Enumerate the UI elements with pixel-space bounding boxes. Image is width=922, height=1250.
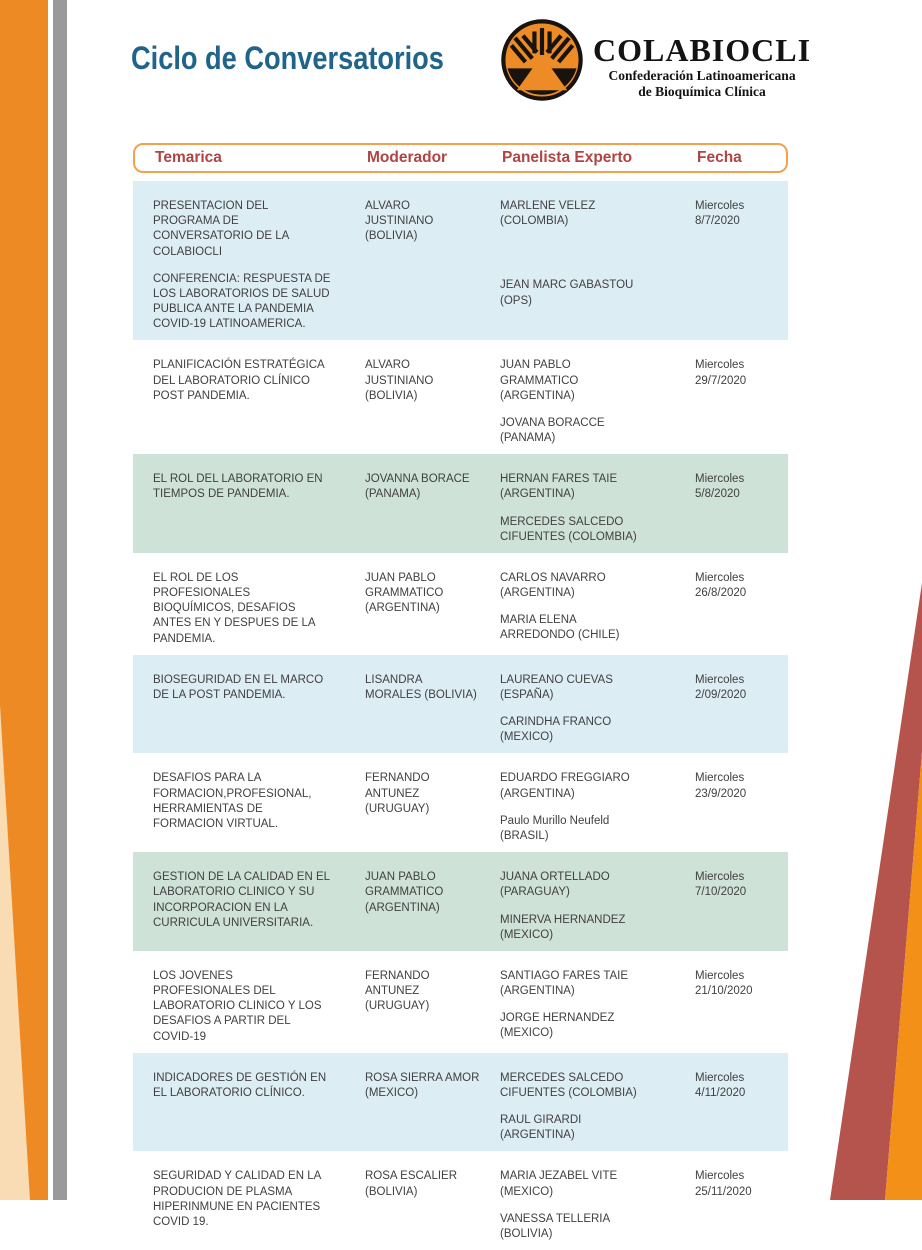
logo-text <box>593 34 811 101</box>
cell-panelistas: SANTIAGO FARES TAIE (ARGENTINA) JORGE HERNANDEZ (MEXICO) <box>500 969 629 1040</box>
cell-temarica: LOS JOVENES PROFESIONALES DEL LABORATORIO CLINICO Y LOS DESAFIOS A PARTIR DEL COVID-19 <box>153 969 322 1043</box>
column-header-temarica: Temarica <box>155 149 222 166</box>
cell-fecha: Miercoles 23/9/2020 <box>695 772 747 800</box>
cell-moderador: LISANDRA MORALES (BOLIVIA) <box>365 673 477 701</box>
cell-panelistas: EDUARDO FREGGIARO (ARGENTINA) Paulo Murillo Neufeld (BRASIL) <box>500 772 630 842</box>
colabiocli-logo <box>500 18 811 102</box>
logo-subtitle-2: de Bioquímica Clínica <box>638 84 766 100</box>
cell-panelistas: MERCEDES SALCEDO CIFUENTES (COLOMBIA) RAUL GIRARDI (ARGENTINA) <box>500 1071 637 1142</box>
table-row <box>133 753 788 852</box>
column-header-fecha: Fecha <box>697 149 742 166</box>
cell-temarica: PRESENTACION DEL PROGRAMA DE CONVERSATORIO DE LA COLABIOCLI CONFERENCIA: RESPUESTA DE LOS LABORATORIOS DE SALUD PUBLICA ANTE LA PANDEMIA COVID-19 LATINOAMERICA. <box>153 200 331 331</box>
cell-temarica: EL ROL DEL LABORATORIO EN TIEMPOS DE PANDEMIA. <box>153 473 323 501</box>
table-header-row <box>133 143 788 173</box>
cell-fecha: Miercoles 8/7/2020 <box>695 200 745 228</box>
cell-temarica: BIOSEGURIDAD EN EL MARCO DE LA POST PANDEMIA. <box>153 673 324 701</box>
cell-panelistas: MARIA JEZABEL VITE (MEXICO) VANESSA TELLERIA (BOLIVIA) <box>500 1170 618 1240</box>
column-header-moderador: Moderador <box>367 149 448 166</box>
cell-fecha: Miercoles 4/11/2020 <box>695 1071 746 1099</box>
maroon-band <box>830 583 922 1200</box>
cell-moderador: ALVARO JUSTINIANO (BOLIVIA) <box>365 200 434 243</box>
table-row <box>133 1053 788 1152</box>
orange-band <box>885 752 922 1200</box>
column-header-panelista: Panelista Experto <box>502 149 633 166</box>
table-row <box>133 852 788 951</box>
cell-moderador: ROSA ESCALIER (BOLIVIA) <box>365 1170 458 1198</box>
table-row <box>133 1151 788 1250</box>
table-row <box>133 655 788 754</box>
table-row <box>133 181 788 340</box>
colabiocli-logo-icon <box>500 18 584 102</box>
cell-moderador: JUAN PABLO GRAMMATICO (ARGENTINA) <box>365 571 444 615</box>
cell-panelistas: CARLOS NAVARRO (ARGENTINA) MARIA ELENA ARREDONDO (CHILE) <box>500 571 620 642</box>
cell-temarica: EL ROL DE LOS PROFESIONALES BIOQUÍMICOS, DESAFIOS ANTES EN Y DESPUES DE LA PANDEMIA. <box>153 571 315 645</box>
logo-name: COLABIOCLI <box>593 32 812 68</box>
cell-temarica: DESAFIOS PARA LA FORMACION,PROFESIONAL, HERRAMIENTAS DE FORMACION VIRTUAL. <box>153 772 312 830</box>
cell-temarica: SEGURIDAD Y CALIDAD EN LA PRODUCION DE PLASMA HIPERINMUNE EN PACIENTES COVID 19. <box>153 1170 321 1228</box>
table-row <box>133 553 788 655</box>
cell-temarica: PLANIFICACIÓN ESTRATÉGICA DEL LABORATORIO CLÍNICO POST PANDEMIA. <box>153 359 325 402</box>
cell-temarica: INDICADORES DE GESTIÓN EN EL LABORATORIO CLÍNICO. <box>153 1071 327 1099</box>
page-title: Ciclo de Conversatorios <box>131 40 444 76</box>
cell-panelistas: JUANA ORTELLADO (PARAGUAY) MINERVA HERNANDEZ (MEXICO) <box>500 871 626 941</box>
cell-panelistas: HERNAN FARES TAIE (ARGENTINA) MERCEDES SALCEDO CIFUENTES (COLOMBIA) <box>500 473 637 543</box>
cell-moderador: FERNANDO ANTUNEZ (URUGUAY) <box>365 772 430 815</box>
cell-moderador: JUAN PABLO GRAMMATICO (ARGENTINA) <box>365 871 444 914</box>
table-row <box>133 340 788 454</box>
left-gray-bar <box>53 0 67 1200</box>
schedule-table <box>133 143 788 1250</box>
cell-moderador: ALVARO JUSTINIANO (BOLIVIA) <box>365 359 434 402</box>
cell-fecha: Miercoles 5/8/2020 <box>695 473 745 501</box>
cell-moderador: ROSA SIERRA AMOR (MEXICO) <box>365 1071 480 1099</box>
cell-fecha: Miercoles 29/7/2020 <box>695 359 747 387</box>
table-row <box>133 454 788 553</box>
cell-temarica: GESTION DE LA CALIDAD EN EL LABORATORIO CLINICO Y SU INCORPORACION EN LA CURRICULA UNIVERSITARIA. <box>153 871 330 929</box>
cell-panelistas: MARLENE VELEZ (COLOMBIA) JEAN MARC GABASTOU (OPS) <box>500 200 634 307</box>
cell-fecha: Miercoles 26/8/2020 <box>695 571 747 600</box>
cell-panelistas: LAUREANO CUEVAS (ESPAÑA) CARINDHA FRANCO (MEXICO) <box>500 673 613 744</box>
cell-moderador: JOVANNA BORACE (PANAMA) <box>365 473 470 501</box>
cell-fecha: Miercoles 7/10/2020 <box>695 871 747 899</box>
cell-fecha: Miercoles 2/09/2020 <box>695 673 747 701</box>
cell-fecha: Miercoles 25/11/2020 <box>695 1170 752 1198</box>
cell-fecha: Miercoles 21/10/2020 <box>695 969 753 998</box>
table-row <box>133 951 788 1053</box>
logo-subtitle-1: Confederación Latinoamericana <box>608 67 796 83</box>
table-body <box>133 181 788 1250</box>
cell-moderador: FERNANDO ANTUNEZ (URUGUAY) <box>365 969 430 1013</box>
cell-panelistas: JUAN PABLO GRAMMATICO (ARGENTINA) JOVANA BORACCE (PANAMA) <box>500 359 605 445</box>
